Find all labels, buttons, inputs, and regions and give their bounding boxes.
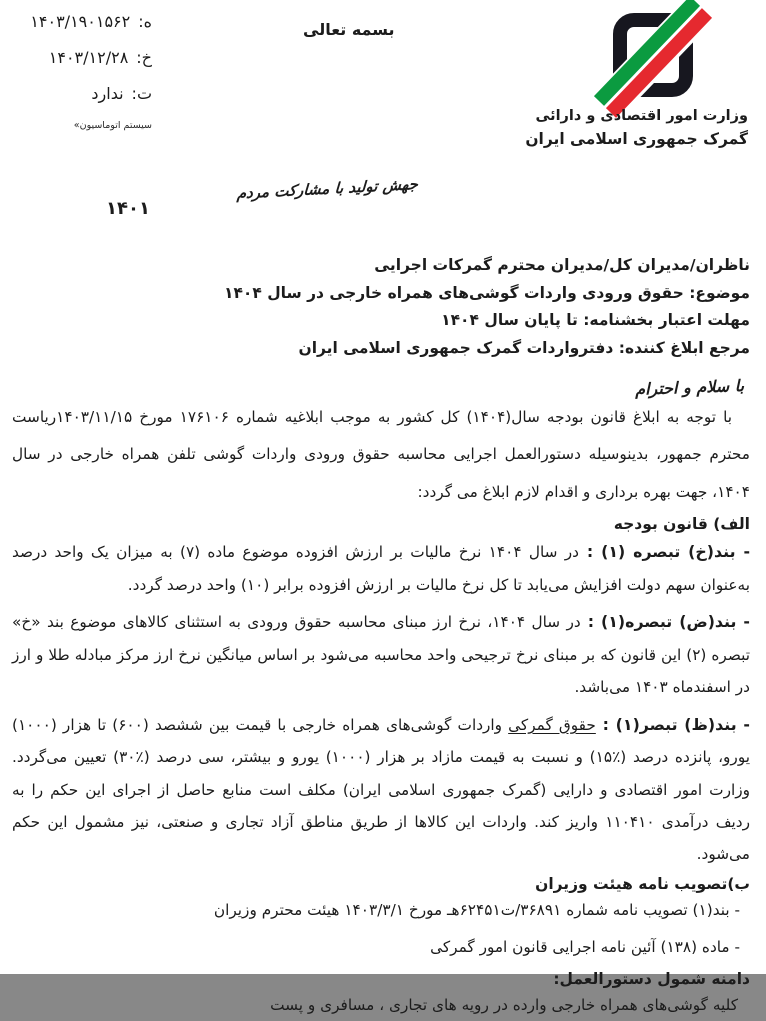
ref-number-value: ۱۴۰۳/۱۹۰۱۵۶۲ bbox=[30, 12, 131, 31]
section-a-title: الف) قانون بودجه bbox=[613, 515, 750, 534]
ref-number-label: ه: bbox=[138, 12, 152, 31]
clause-za-tabsareh-1 bbox=[12, 708, 750, 871]
subject-line: موضوع: حقوق ورودی واردات گوشی‌های همراه خارجی در سال ۱۴۰۴ bbox=[223, 283, 750, 302]
article-138-line: - ماده (۱۳۸) آئین نامه اجرایی قانون امور گمرکی bbox=[430, 938, 740, 957]
clause-text: در سال ۱۴۰۴ نرخ مالیات بر ارزش افزوده موضوع ماده (۷) به میزان یک واحد درصد به‌عنوان سهم دولت افزایش می‌یابد تا کل نرخ مالیات بر ارزش افزوده برابر (۱۰) واحد درصد گردد. bbox=[12, 543, 750, 594]
ministry-name: وزارت امور اقتصادی و دارائی bbox=[535, 108, 748, 124]
addressee-line: ناظران/مدیران کل/مدیران محترم گمرکات اجرایی bbox=[374, 256, 750, 274]
clause-text: در سال ۱۴۰۴، نرخ ارز مبنای محاسبه حقوق ورودی به استثنای کالاهای موضوع بند «خ» تبصره (۲) این قانون که بر مبنای نرخ ترجیحی واحد محاسبه می‌شود بر اساس میانگین نرخ ارز مرکز مبادله طلا و ارز در اسفندماه ۱۴۰۳ می‌باشد. bbox=[12, 613, 750, 697]
validity-line: مهلت اعتبار بخشنامه: تا پایان سال ۱۴۰۴ bbox=[441, 311, 750, 329]
clause-kha-tabsareh-1 bbox=[12, 535, 750, 601]
automation-system-note: سیستم اتوماسیون» bbox=[73, 120, 152, 131]
organization-name: گمرک جمهوری اسلامی ایران bbox=[525, 130, 748, 148]
clause-lead: - بند(ض) تبصره(۱) : bbox=[580, 612, 750, 632]
date-row bbox=[0, 48, 152, 67]
clause-text: واردات گوشی‌های همراه خارجی با قیمت بین ششصد (۶۰۰) تا هزار (۱۰۰۰) یورو، پانزده درصد (٪۱۵) و نسبت به قیمت مازاد بر هزار (۱۰۰۰) یورو و بیشتر، سی درصد (٪۳۰) تعیین می‌گردد. وزارت امور اقتصادی و دارایی (گمرک جمهوری اسلامی ایران) مکلف است منابع حاصل از اجرای این حکم را به ردیف درآمدی ۱۱۰۴۱۰ واریز کند. واردات این کالاها از طریق مناطق آزاد تجاری و صنعتی، نیز مشمول این حکم می‌شود. bbox=[12, 715, 750, 864]
issuer-line: مرجع ابلاغ کننده: دفترواردات گمرک جمهوری اسلامی ایران bbox=[298, 338, 750, 357]
clause-zad-tabsareh-1 bbox=[12, 605, 750, 703]
organization-logo-block bbox=[525, 6, 748, 148]
clause-lead: - بند(ظ) تبصر(۱) : bbox=[595, 714, 750, 734]
slogan-year: ۱۴۰۱ bbox=[106, 198, 150, 219]
clause-lead: - بند(خ) تبصره (۱) : bbox=[578, 542, 750, 562]
cabinet-decree-line: - بند(۱) تصویب نامه شماره ۳۶۸۹۱/ت۶۲۴۵۱هـ مورخ ۱۴۰۳/۳/۱ هیئت محترم وزیران bbox=[213, 900, 740, 919]
scope-title: دامنه شمول دستورالعمل: bbox=[553, 969, 750, 988]
customs-duty-underlined-term: حقوق گمرکی bbox=[508, 715, 596, 734]
salutation-calligraphy: با سلام و احترام bbox=[634, 376, 745, 399]
scope-text: کلیه گوشی‌های همراه خارجی وارده در رویه های تجاری ، مسافری و پست bbox=[270, 995, 738, 1014]
letter-body bbox=[0, 252, 766, 1021]
bismillah-heading: بسمه تعالی bbox=[303, 20, 395, 39]
attachment-value: ندارد bbox=[91, 84, 124, 103]
year-slogan-calligraphy: جهش تولید با مشارکت مردم bbox=[236, 174, 419, 203]
ref-number-row bbox=[0, 12, 152, 31]
attachment-row bbox=[0, 84, 152, 103]
date-label: خ: bbox=[136, 48, 152, 67]
letterhead bbox=[0, 0, 766, 252]
document-meta-block bbox=[0, 12, 152, 131]
date-value: ۱۴۰۳/۱۲/۲۸ bbox=[48, 48, 129, 67]
customs-logo-icon bbox=[607, 6, 699, 104]
section-b-title: ب)تصویب نامه هیئت وزیران bbox=[535, 874, 750, 893]
attachment-label: ت: bbox=[131, 84, 152, 103]
intro-paragraph: با توجه به ابلاغ قانون بودجه سال(۱۴۰۴) کل کشور به موجب ابلاغیه شماره ۱۷۶۱۰۶ مورخ ۱۴۰۳/۱۱/۱۵ریاست محترم جمهور، بدینوسیله دستورالعمل اجرایی محاسبه حقوق ورودی واردات گوشی تلفن همراه خارجی در سال ۱۴۰۴، جهت بهره برداری و اقدام لازم ابلاغ می گردد: bbox=[12, 408, 750, 501]
recipient-block bbox=[12, 252, 750, 362]
